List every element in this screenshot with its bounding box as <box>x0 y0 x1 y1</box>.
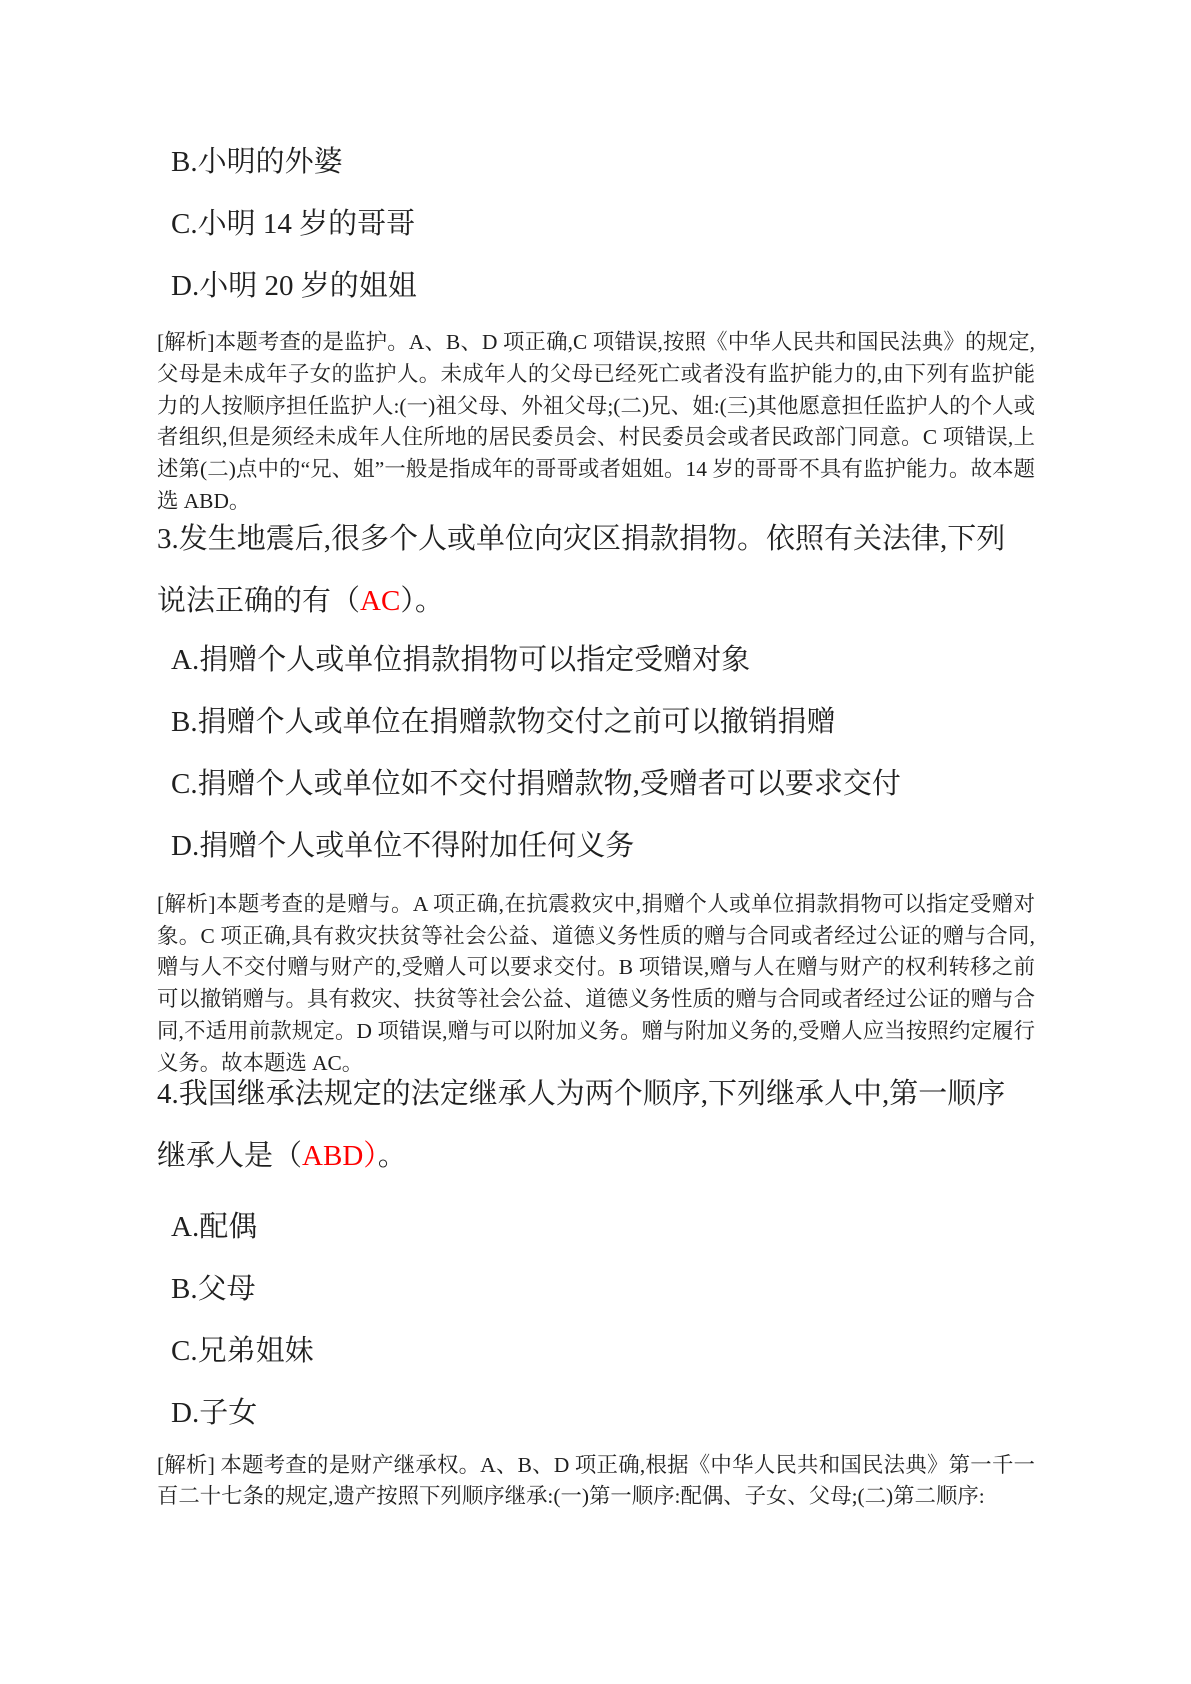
question4-option-b: B.父母 <box>171 1272 256 1305</box>
question4-options <box>157 1196 1035 1444</box>
question4-option-c: C.兄弟姐妹 <box>171 1334 314 1367</box>
question4-answer: ABD <box>302 1139 364 1172</box>
question2-option-b: B.小明的外婆 <box>171 146 343 178</box>
question3-options <box>157 629 1035 877</box>
question3-paren-close: ） <box>400 584 415 617</box>
question3-analysis: [解析]本题考查的是赠与。A 项正确,在抗震救灾中,捐赠个人或单位捐款捐物可以指定受赠对象。C 项正确,具有救灾扶贫等社会公益、道德义务性质的赠与合同或者经过公证的赠与合同,赠与人不交付赠与财产的,受赠人可以要求交付。B 项错误,赠与人在赠与财产的权利转移之前可以撤销赠与。具有救灾、扶贫等社会公益、道德义务性质的赠与合同或者经过公证的赠与合同,不适用前款规定。D 项错误,赠与可以附加义务。赠与附加义务的,受赠人应当按照约定履行义务。故本题选 AC。 <box>157 891 1035 1075</box>
question4-option-d: D.子女 <box>171 1396 258 1429</box>
question2-option-d: D.小明 20 岁的姐姐 <box>171 270 417 302</box>
question3-period: 。 <box>414 584 444 617</box>
question4-stem-line2-text: 继承人是 <box>157 1139 274 1172</box>
question2-analysis: [解析]本题考查的是监护。A、B、D 项正确,C 项错误,按照《中华人民共和国民法典》的规定,父母是未成年子女的监护人。未成年人的父母已经死亡或者没有监护能力的,由下列有监护能力的人按顺序担任监护人:(一)祖父母、外祖父母;(二)兄、姐:(三)其他愿意担任监护人的个人或者组织,但是须经未成年人住所地的居民委员会、村民委员会或者民政部门同意。C 项错误,上述第(二)点中的“兄、姐”一般是指成年的哥哥或者姐姐。14 岁的哥哥不具有监护能力。故本题选 ABD。 <box>157 330 1035 513</box>
question3-option-b: B.捐赠个人或单位在捐赠款物交付之前可以撤销捐赠 <box>171 705 836 738</box>
question4-option-a: A.配偶 <box>171 1210 258 1243</box>
question4-paren-open: （ <box>273 1139 303 1172</box>
question4-stem-line1: 4.我国继承法规定的法定继承人为两个顺序,下列继承人中,第一顺序 <box>157 1077 1006 1110</box>
question3-option-a: A.捐赠个人或单位捐款捐物可以指定受赠对象 <box>171 643 751 676</box>
question2-options <box>157 131 1035 317</box>
question3-stem-line2-text: 说法正确的有 <box>157 584 332 617</box>
question4-paren-close: ） <box>363 1139 378 1172</box>
question3-answer: AC <box>360 584 401 617</box>
question3-option-c: C.捐赠个人或单位如不交付捐赠款物,受赠者可以要求交付 <box>171 767 901 800</box>
question3-stem-line1: 3.发生地震后,很多个人或单位向灾区捐款捐物。依照有关法律,下列 <box>157 522 1006 555</box>
question3-paren-open: （ <box>331 584 361 617</box>
question4-stem-line2 <box>157 1125 1035 1187</box>
question3-stem-line2 <box>157 570 1035 632</box>
question4-period: 。 <box>377 1139 407 1172</box>
question4-analysis: [解析] 本题考查的是财产继承权。A、B、D 项正确,根据《中华人民共和国民法典》第一千一百二十七条的规定,遗产按照下列顺序继承:(一)第一顺序:配偶、子女、父母;(二)第二顺序: <box>157 1452 1035 1509</box>
question3-option-d: D.捐赠个人或单位不得附加任何义务 <box>171 829 635 862</box>
question2-option-c: C.小明 14 岁的哥哥 <box>171 208 416 240</box>
question3-stem <box>157 508 1035 632</box>
question4-stem <box>157 1063 1035 1187</box>
